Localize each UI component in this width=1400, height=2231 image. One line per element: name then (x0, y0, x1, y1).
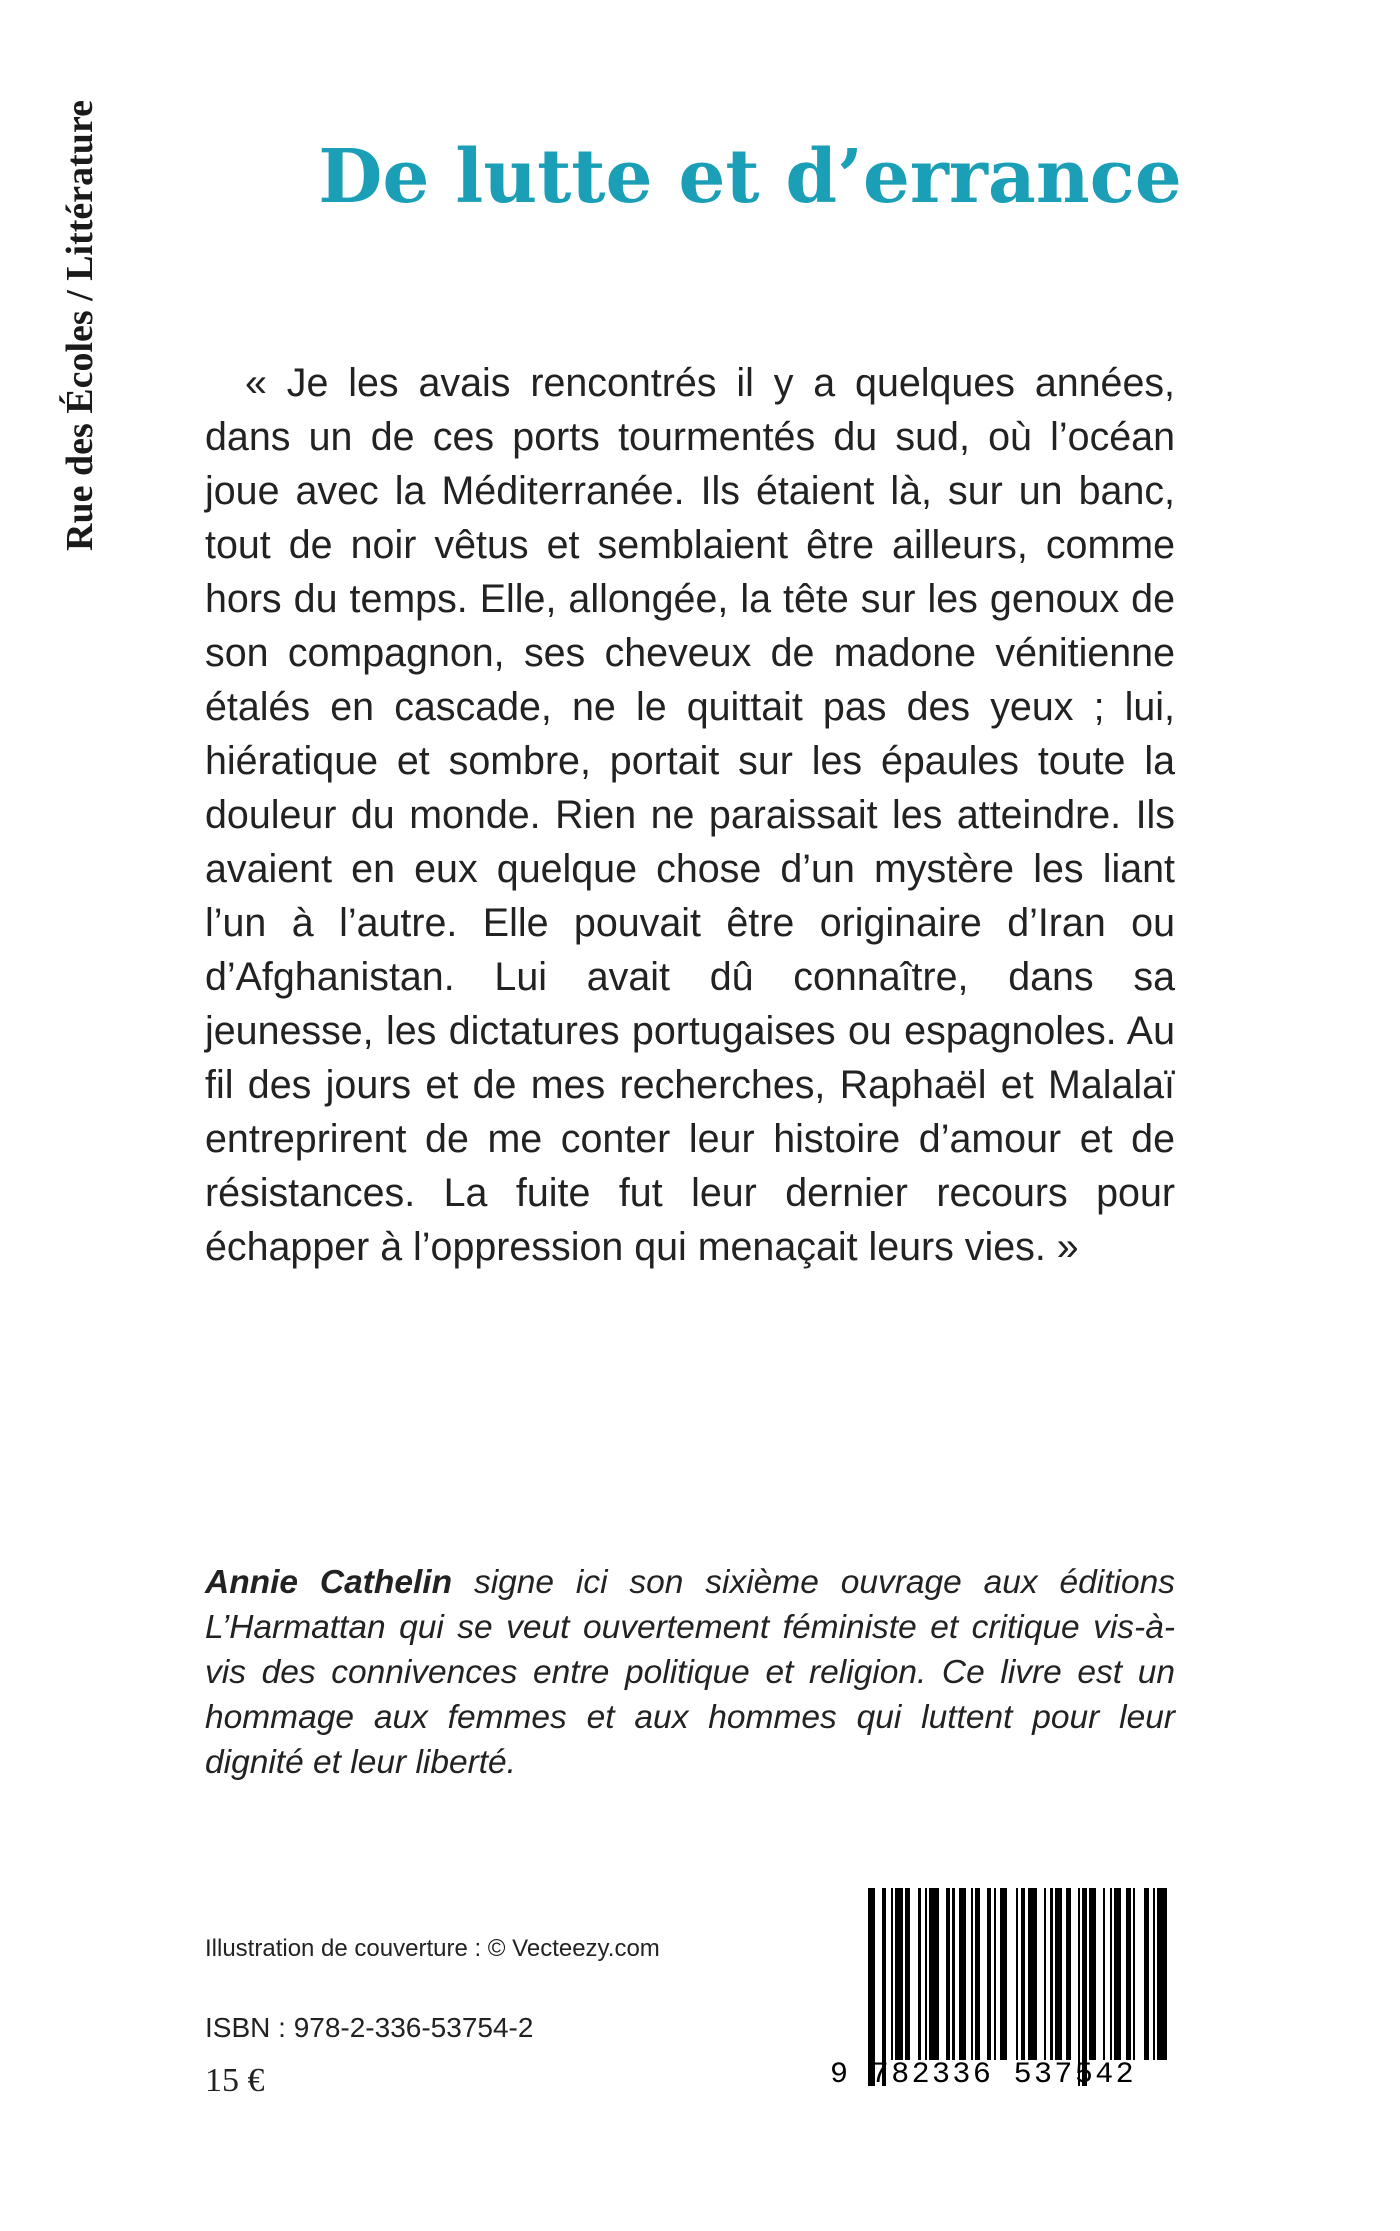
barcode-bar (1114, 1888, 1121, 2060)
barcode-bar (1050, 1888, 1052, 2060)
barcode-bar (1126, 1888, 1131, 2060)
barcode-number: 9 782336 537542 (830, 2058, 1137, 2092)
barcode-bar (987, 1888, 992, 2060)
bio-text: signe ici son sixième ouvrage aux éditions L’Harmattan qui se veut ouvertement féministe et critique vis-à-vis des connivences entre politique et religion. Ce livre est un hommage aux femmes et aux hommes qui luttent pour leur dignité et leur liberté. (205, 1564, 1175, 1781)
barcode-bar (1044, 1888, 1046, 2060)
barcode-bar (895, 1888, 902, 2060)
barcode-bar (918, 1888, 920, 2060)
barcode-bar (1110, 1888, 1112, 2060)
barcode-bar (971, 1888, 973, 2060)
barcode-bar (1021, 1888, 1026, 2060)
book-title: De lutte et d’errance (318, 134, 1182, 220)
barcode-bar (994, 1888, 996, 2060)
spine-label (50, 100, 110, 640)
illustration-credit: Illustration de couverture : © Vecteezy.com (205, 1935, 660, 1962)
barcode-bar (1016, 1888, 1018, 2060)
barcode-bar (1078, 1888, 1080, 2086)
barcode-bar (1133, 1888, 1135, 2060)
author-name: Annie Cathelin (205, 1564, 453, 1601)
barcode-bar (1157, 1888, 1167, 2060)
barcode-bar (868, 1888, 875, 2086)
barcode-bar (929, 1888, 939, 2060)
barcode-bar (1066, 1888, 1071, 2060)
isbn: ISBN : 978-2-336-53754-2 (205, 2012, 534, 2043)
barcode-bar (946, 1888, 951, 2060)
barcode-bar (1153, 1888, 1155, 2060)
collection-name: Rue des Écoles / Littérature (59, 100, 101, 551)
barcode-bar (952, 1888, 954, 2060)
barcode-bar (1103, 1888, 1105, 2060)
barcode-bar (891, 1888, 893, 2060)
barcode-bar (905, 1888, 910, 2060)
barcode-bar (882, 1888, 887, 2086)
price: 15 € (205, 2062, 265, 2099)
author-bio (205, 1560, 1175, 1785)
barcode-bar (975, 1888, 980, 2060)
barcode-bar (1089, 1888, 1096, 2060)
barcode-bar (959, 1888, 966, 2060)
blurb-paragraph (205, 356, 1175, 1274)
barcode-bar (1000, 1888, 1007, 2060)
blurb-text: « Je les avais rencontrés il y a quelques années, dans un de ces ports tourmentés du sud, où l’océan joue avec la Méditerranée. Ils étaient là, sur un banc, tout de noir vêtus et semblaient être ailleurs, comme hors du temps. Elle, allongée, la tête sur les genoux de son compagnon, ses cheveux de madone vénitienne étalés en cascade, ne le quittait pas des yeux ; lui, hiératique et sombre, portait sur les épaules toute la douleur du monde. Rien ne paraissait les atteindre. Ils avaient en eux quelque chose d’un mystère les liant l’un à l’autre. Elle pouvait être originaire d’Iran ou d’Afghanistan. Lui avait dû connaître, dans sa jeunesse, les dictatures portugaises ou espagnoles. Au fil des jours et de mes recherches, Raphaël et Malalaï entreprirent de me conter leur histoire d’amour et de résistances. La fuite fut leur dernier recours pour échapper à l’oppression qui menaçait leurs vies. » (205, 361, 1175, 1269)
barcode-bar (925, 1888, 927, 2060)
barcode-bar (1055, 1888, 1062, 2060)
barcode-bar (1028, 1888, 1038, 2060)
barcode-bar (1082, 1888, 1087, 2086)
barcode-bar (1144, 1888, 1149, 2060)
barcode (830, 1888, 1170, 2098)
